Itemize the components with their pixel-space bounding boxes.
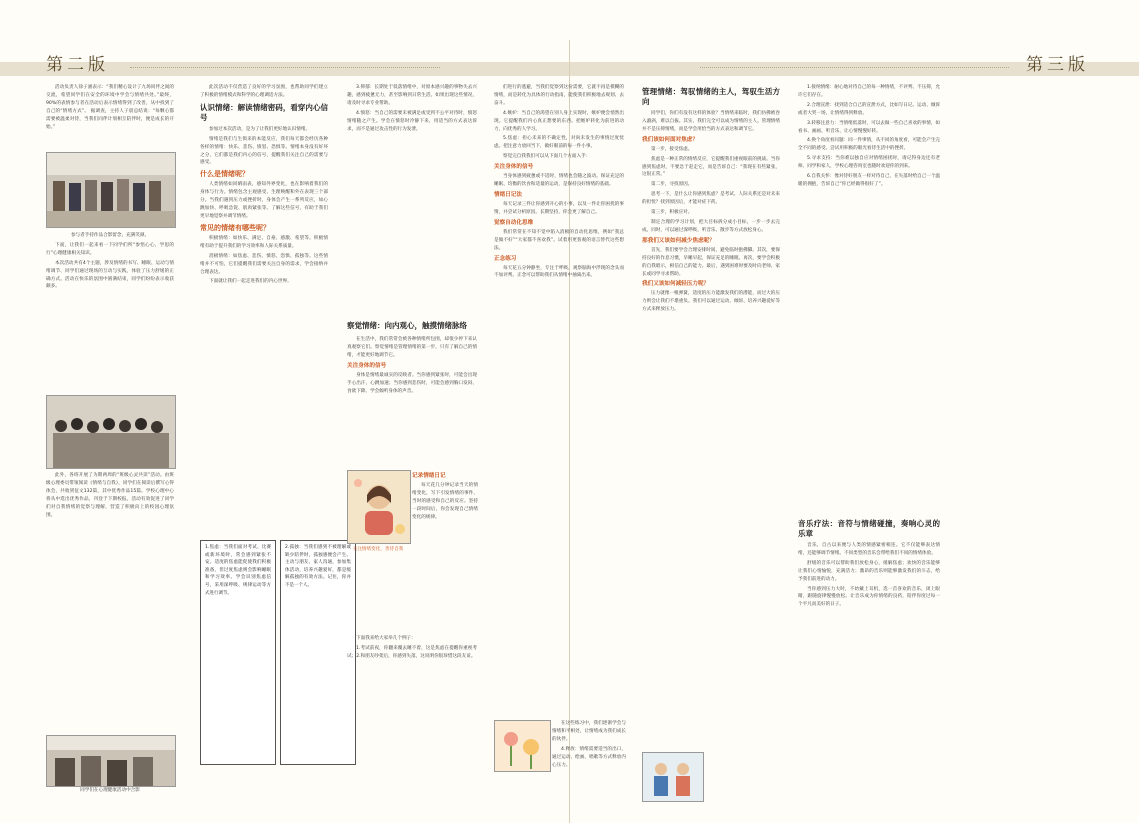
paragraph: 6.自我关怀：像对待好朋友一样对待自己，在失落时给自己一个温暖的拥抱，告诉自己“你已经做得很好了”。: [798, 174, 940, 187]
paragraph: 同学们，你们有没有这样的体验？当情绪来临时，我们仿佛被卷入漩涡，难以自拔。其实，我们完全可以成为情绪的主人。管理情绪并不是压抑情绪，而是学会用恰当的方式表达和调节它。: [642, 111, 780, 132]
activity-photo: [46, 152, 176, 228]
illustration-girl: [347, 470, 411, 544]
paragraph: 积极情绪：如快乐、满足、自豪、感激、希望等。积极情绪有助于提升我们的学习效率和人际关系质量。: [200, 235, 328, 249]
callout-box-loneliness: [280, 540, 356, 765]
paragraph: 首先，我们要学会合理安排时间，避免临时抱佛脚。其次，要保持良好的作息习惯，早睡早起，保证充足的睡眠。再次，要学会积极的自我暗示，相信自己的能力。最后，遇到困难时要及时向老师、家长或同学寻求帮助。: [642, 247, 780, 277]
paragraph: 2.合理宣泄：找到适合自己的宣泄方式，比如写日记、运动、倾诉或者大哭一场，让情绪得到释放。: [798, 102, 940, 116]
column-3-side: [412, 470, 478, 630]
illustration-students: [642, 752, 704, 802]
paragraph: 3.抑郁：长期处于低落情绪中，对原本感兴趣的事物失去兴趣，感到疲惫无力，甚至影响到日常生活。如果出现这些情况，请及时寻求专业帮助。: [347, 85, 477, 106]
subheading: 觉察自动化思维: [494, 219, 534, 226]
paragraph: 1.考试前夜，你翻来覆去睡不着，这是焦虑在提醒你重视考试；2.和朋友吵架后，你感到失落，这说明你很珍惜这段友谊。: [347, 645, 477, 659]
column-1-bottom: [46, 472, 174, 732]
paragraph: 第一步，接受焦虑。: [651, 146, 693, 152]
paragraph: 参加过本次活动，是为了让我们更好地认识情绪。: [209, 126, 311, 132]
paragraph: 压力就像一根弹簧，适度的压力能激发我们的潜能，而过大的压力则会让我们不堪重负。我们可以通过运动、倾诉、培养兴趣爱好等方式来释放压力。: [642, 291, 780, 313]
subheading: 记录情绪日记: [412, 473, 446, 479]
paragraph: 身体是情绪最诚实的反映者。当你感到紧张时，可能会出现手心出汗、心跳加速；当你感到悲伤时，可能会感到胸口发闷、食欲下降。学会倾听身体的声音。: [347, 372, 477, 394]
paragraph: 情绪是我们与生俱来的本能反应，我们每天都会经历各种各样的情绪：快乐、悲伤、愤怒、恐惧等。情绪本身没有好坏之分，它们都是我们内心的信号，提醒我们关注自己的需要与感受。: [200, 136, 328, 166]
subheading: 那我们又该如何减少焦虑呢？: [642, 237, 715, 244]
paragraph: 们进行的逃避，当我们觉察到这份需要，它就不再是模糊的情绪，而是转化为具体的行动指南，能使我们积极地去规划、去奋斗。: [494, 85, 624, 106]
photo-caption: 关注情绪变化，善待自我: [352, 547, 404, 552]
paragraph: 人类情绪如同晴雨表，感知外界变化，也在影响着我们的身体与行为。情绪包含主观感受、生理唤醒和外在表现三个部分。当我们遇到压力或挫折时，身体会产生一系列反应，如心跳加快、呼吸急促、肌肉紧张等。了解这些信号，有助于我们更早地觉察并调节情绪。: [200, 182, 328, 219]
paragraph: 第二步，寻找原因。: [651, 182, 693, 188]
paragraph: 察觉完自我我们可以从下面几个方面入手：: [503, 154, 591, 160]
paragraph: 4.嫉妒：当自己的渴望在别人身上实现时，嫉妒便会悄然出现。它提醒我们内心真正想要的东西。把嫉妒转化为前进的动力，向优秀的人学习。: [494, 110, 624, 132]
column-1-mid: [46, 232, 174, 324]
paragraph: 每天记录三件让你感到开心的小事，以及一件让你困扰的事情，并尝试分析原因。长期坚持，你会更了解自己。: [494, 201, 624, 215]
paragraph: 每天花几分钟记录当天的情绪变化，写下引发情绪的事件、当时的感受和自己的反应。坚持一段时间后，你会发现自己情绪变化的规律。: [412, 483, 478, 520]
column-3-top: [347, 84, 477, 304]
callout-text: 1.焦虑：当我们面对考试、比赛或新环境时，常会感到紧张不安。适度的焦虑能促使我们积极准备，但过度焦虑则会影响睡眠和学习效率。学会识别焦虑信号，采用深呼吸、规律运动等方式进行调节。: [205, 545, 271, 596]
subheading: 我们该如何面对焦虑？: [642, 136, 698, 143]
paragraph: 第三步，积极应对。: [651, 210, 693, 216]
column-3-mid: [347, 336, 477, 456]
paragraph: 在生活中，我们常常会被各种情绪所包围，却很少停下来认真观察它们。察觉情绪是管理情绪的第一步，只有了解自己的情绪，才能更好地调节它。: [347, 337, 477, 358]
paragraph: 舒缓的音乐可以帮助我们放松身心，缓解焦虑；欢快的音乐能够让我们心情愉悦，充满活力；激昂的音乐则能够激发我们的斗志，给予我们前进的动力。: [798, 560, 940, 582]
paragraph: 焦虑是一种正常的情绪反应，它提醒我们重视眼前的挑战。当你感到焦虑时，不要急于赶走它，而是告诉自己：“我现在有些紧张，这很正常。”: [642, 156, 780, 178]
classroom-photo: [46, 735, 176, 787]
paragraph: 此外，各班开展了为期两周的“班级心灵共读”活动。由班级心理委员带领阅读《情绪与自我》，同学们在阅读后撰写心得体会，共收到征文132篇，其中优秀作品15篇。学校心理中心将从中选出优秀作品，刊登于下期校报。活动有效促进了同学们对自我情绪的觉察与理解，营造了积极向上的校园心理氛围。: [46, 473, 174, 518]
subheading: 常见的情绪有哪些呢？: [200, 223, 270, 232]
column-4: [494, 84, 624, 484]
page-header-left: [0, 44, 570, 78]
paragraph: 4.换个角度看问题：同一件事情，从不同的角度看，可能会产生完全不同的感受。尝试用积极的眼光看待生活中的挫折。: [798, 138, 940, 152]
paragraph: 5.寻求支持：当你难以独自应对情绪困扰时，请记得身边还有老师、同学和家人，学校心理咨询室也随时欢迎你的到来。: [798, 156, 940, 170]
page-number-title: 第二版: [46, 55, 109, 75]
subheading: 我们又该如何减轻压力呢？: [642, 281, 710, 288]
paragraph: 下面我来给大家举几个例子：: [356, 636, 416, 641]
subheading: 什么是情绪呢？: [200, 170, 249, 179]
paragraph: 当身体感到疲惫或不适时，情绪也会随之波动。保证充足的睡眠、均衡的饮食和适量的运动，是保持良好情绪的基础。: [494, 174, 624, 188]
subheading: 关注身体的信号: [494, 164, 534, 171]
paragraph: 下面就让我们一起走进我们的内心世界。: [209, 279, 292, 285]
column-3-bottom: [347, 635, 477, 785]
paragraph: 消极情绪：如焦虑、悲伤、愤怒、恐惧、孤独等。这些情绪并不可怕，它们提醒我们需要关注自身的需求，学会接纳并合理表达。: [200, 253, 328, 275]
paragraph: 此次活动不仅营造了良好的学习氛围，也帮助同学们建立了积极的情绪模式和科学的心理调适方法。: [200, 85, 328, 98]
column-6-top: [798, 84, 940, 514]
paragraph: 制定合理的学习计划，把大目标拆分成小目标，一步一步去完成。同时，可以通过深呼吸、听音乐、散步等方式放松身心。: [642, 219, 780, 233]
column-6-bottom: [798, 516, 940, 786]
paragraph: 我们常常在不知不觉中陷入消极的自动化思维，例如“我总是做不好”“大家都不喜欢我”。试着用更客观的语言替代这些想法。: [494, 229, 624, 251]
column-5: [642, 84, 780, 744]
column-4-bottom: [552, 720, 626, 780]
subheading: 正念练习: [494, 255, 517, 262]
paragraph: 音乐，自古以来便与人类的情感紧密相连。它不仅能够表达情绪，还能够调节情绪。不同类型的音乐会带给我们不同的情绪体验。: [798, 543, 940, 556]
illustration-flowers: [494, 720, 551, 772]
group-photo: [46, 395, 176, 469]
paragraph: 下面，让我们一起来看一下同学们所“参悟心心，学思的行”心理健康相关知识。: [46, 242, 174, 256]
callout-text: 2.孤独：当我们感到不被理解或缺少陪伴时，孤独感便会产生。主动与朋友、家人沟通，参加集体活动，培养兴趣爱好，都是缓解孤独的有效方法。记住，你并不是一个人。: [285, 545, 351, 588]
column-2: [200, 84, 328, 524]
photo-caption: 参与者手持作品合影留念，充满笑颜。: [70, 233, 150, 238]
paragraph: 当你感到压力大时，不妨戴上耳机，选一首喜欢的音乐，闭上眼睛，跟随旋律慢慢放松。让音乐成为你情绪的良药，陪伴你度过每一个平凡而美好的日子。: [798, 586, 940, 608]
paragraph: 思考一下，是什么让你感到焦虑？是考试、人际关系还是对未来的担忧？找到原因后，才能对症下药。: [642, 192, 780, 206]
paragraph: 活动负责人徐子涵表示：“我们精心设计了九场同伴之间的交流，希望同学们在安全的环境中学会与情绪共处。”最终，90%的表情参与者在活动后表示情绪得到了改善，从中找到了自己的“情绪方式”。 据调查，主持人子晨总结说：“每颗心都需要被温柔对待，当我们同伴计划相互陪伴时，便是成长的开始。”: [46, 85, 174, 130]
paragraph: 在这些练习中，我们逐渐学会与情绪和平相处，让情绪成为我们成长的伙伴。: [552, 721, 626, 742]
page-header-right: [570, 44, 1139, 78]
subheading: 情绪日记法: [494, 191, 522, 198]
paragraph: 每天花五分钟静坐，专注于呼吸，观察脑海中浮现的念头而不加评判。正念可以帮助我们从情绪中抽离出来。: [494, 265, 624, 279]
header-rule: [130, 67, 440, 72]
photo-caption: 同学们在心理健康活动中合影: [80, 788, 140, 793]
callout-box-anxiety: [200, 540, 276, 765]
paragraph: 1.接纳情绪：耐心地对待自己的每一种情绪，不评判、不压抑，允许它们存在。: [798, 85, 940, 98]
paragraph: 4.愤怒：当自己的需要未被满足或受到不公平对待时，愤怒情绪随之产生。学会在愤怒时冷静下来，用适当的方式表达诉求，而不是通过攻击性的行为发泄。: [347, 110, 477, 132]
paragraph: 3.转移注意力：当情绪低落时，可以去做一些自己喜欢的事情，如看书、画画、听音乐，让心情慢慢好转。: [798, 120, 940, 134]
section-heading: 管理情绪：驾驭情绪的主人，驾驭生活方向: [642, 87, 780, 106]
column-3-caption: [347, 546, 409, 558]
section-heading: 认识情绪：解读情绪密码，看穿内心信号: [200, 102, 328, 122]
section-heading: 音乐疗法：音符与情绪碰撞，奏响心灵的乐章: [798, 519, 940, 538]
paragraph: 4.释放：情绪需要适当的出口，通过运动、绘画、唱歌等方式释放内心压力。: [552, 746, 626, 768]
column-1-caption: [46, 787, 174, 799]
column-3-heading: [347, 318, 477, 336]
page-number-title: 第三版: [1026, 55, 1089, 75]
section-heading: 察觉情绪：向内观心，触摸情绪脉络: [347, 321, 467, 330]
paragraph: 5.焦虑：担心未来的不确定性，对尚未发生的事情过度忧虑。把注意力放回当下，做好眼前的每一件小事。: [494, 136, 624, 150]
paragraph: 本次活动共有4个主题，涉及情绪的书写、睡眠、运动与情绪调节、同学们通过现场的互动与实践，体验了压力舒缓的正确方式。活动在快乐的氛围中圆满结束，同学们纷纷表示收获颇多。: [46, 260, 174, 290]
header-rule: [700, 67, 1009, 72]
subheading: 关注身体的信号: [347, 362, 387, 369]
